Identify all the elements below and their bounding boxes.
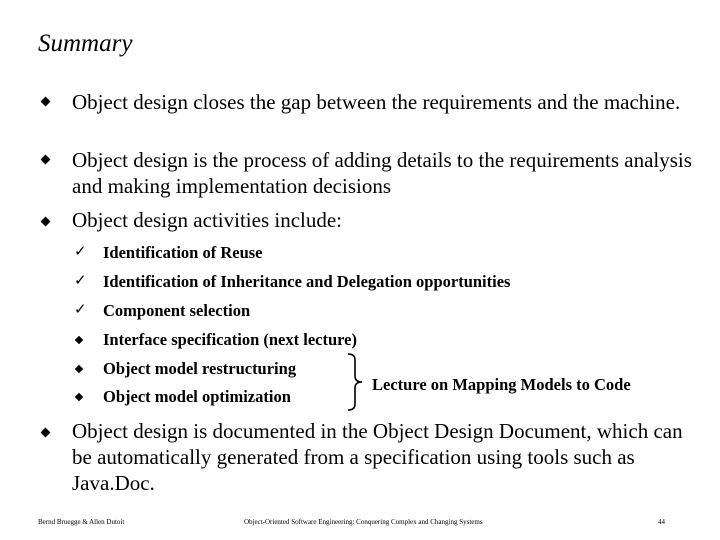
bullet-text: Object design closes the gap between the requirements and the machine. bbox=[72, 90, 681, 114]
checkmark-icon: ✓ bbox=[74, 302, 87, 318]
square-bullet-icon bbox=[75, 365, 83, 373]
footer-authors: Bernd Bruegge & Allen Dutoit bbox=[38, 518, 125, 526]
slide-title: Summary bbox=[38, 30, 133, 57]
diamond-bullet-icon bbox=[41, 155, 51, 165]
checkmark-icon: ✓ bbox=[74, 244, 87, 260]
square-bullet-icon bbox=[75, 336, 83, 344]
brace-note: Lecture on Mapping Models to Code bbox=[372, 375, 631, 394]
square-bullet-icon bbox=[75, 393, 83, 401]
footer-book-title: Object-Oriented Software Engineering: Conquering Complex and Changing Systems bbox=[244, 518, 483, 526]
bullet-text: Object design is documented in the Object Design Document, which can be automatically generated from a specification using tools such as Java.Doc. bbox=[72, 419, 683, 495]
sub-item-text: Object model optimization bbox=[103, 387, 291, 406]
diamond-bullet-icon bbox=[41, 97, 51, 107]
bullet-text: Object design is the process of adding details to the requirements analysis and making implementation decisions bbox=[72, 148, 692, 198]
checkmark-icon: ✓ bbox=[74, 273, 87, 289]
diamond-bullet-icon bbox=[41, 217, 51, 227]
page-number: 44 bbox=[658, 518, 665, 526]
sub-item-text: Object model restructuring bbox=[103, 359, 297, 378]
sub-item-text: Identification of Inheritance and Delegation opportunities bbox=[103, 272, 511, 291]
bullet-text: Object design activities include: bbox=[72, 208, 343, 232]
sub-item-text: Component selection bbox=[103, 301, 251, 320]
sub-item-text: Identification of Reuse bbox=[103, 243, 263, 262]
diamond-bullet-icon bbox=[41, 428, 51, 438]
sub-item-text: Interface specification (next lecture) bbox=[103, 330, 357, 349]
brace-icon bbox=[345, 352, 367, 412]
